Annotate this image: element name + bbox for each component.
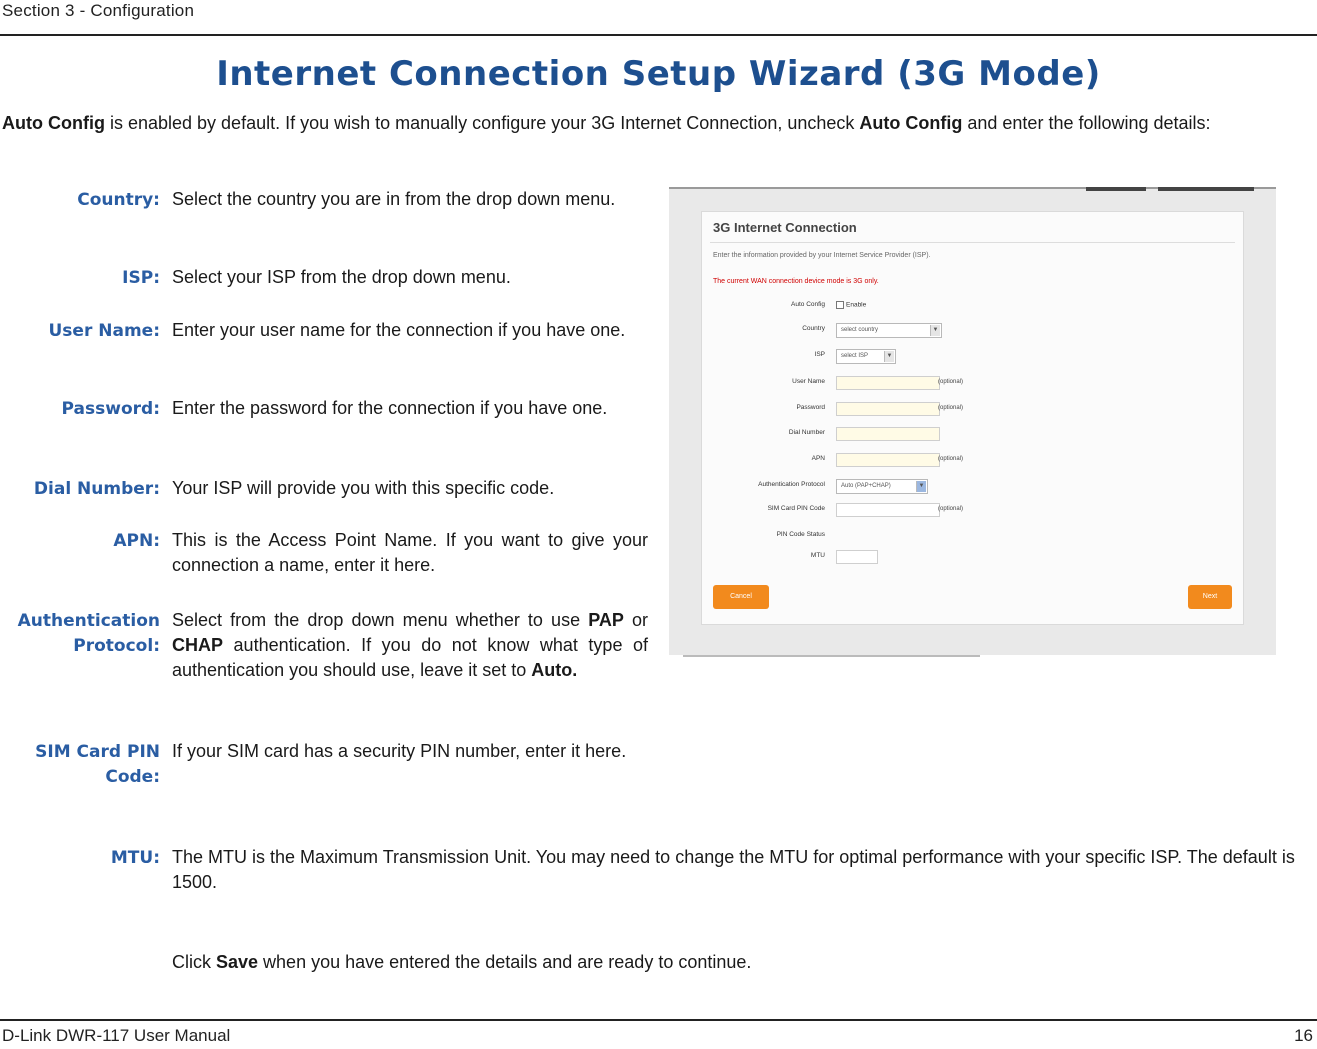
- password-optional-note: (optional): [938, 405, 964, 411]
- auth-label: [18, 609, 160, 659]
- auth-protocol-select[interactable]: [836, 479, 928, 494]
- footer-manual-title: D-Link DWR-117 User Manual: [2, 1026, 231, 1045]
- closing-instruction: [172, 950, 1302, 975]
- apn-label: APN:: [113, 531, 160, 551]
- chap-bold: CHAP: [172, 635, 224, 655]
- auto-bold: Auto.: [531, 660, 578, 680]
- panel-warning-text: The current WAN connection device mode is 3G only.: [713, 278, 879, 285]
- panel-divider: [710, 242, 1235, 243]
- password-label: Password:: [61, 399, 160, 419]
- auth-label-line2: Protocol:: [73, 636, 160, 656]
- pap-bold: PAP: [588, 610, 624, 630]
- router-ui-screenshot: [669, 187, 1276, 655]
- intro-paragraph: [2, 111, 1314, 136]
- auth-desc-text-2: or: [623, 610, 648, 630]
- password-input[interactable]: [836, 402, 940, 416]
- auth-desc: [172, 608, 648, 683]
- screenshot-bottom-line: [683, 655, 980, 657]
- username-desc: Enter your user name for the connection if you have one.: [172, 320, 626, 340]
- auth-protocol-field-label: Authentication Protocol: [758, 481, 825, 488]
- intro-text-2: and enter the following details:: [962, 113, 1211, 133]
- country-field-label: Country: [802, 325, 825, 332]
- dial-number-label: Dial Number:: [33, 479, 160, 499]
- mtu-desc: The MTU is the Maximum Transmission Unit. You may need to change the MTU for optimal performance with your specific ISP. The default is 1500.: [172, 847, 1295, 892]
- intro-text-1: is enabled by default. If you wish to manually configure your 3G Internet Connection, uncheck: [104, 113, 860, 133]
- country-select-value: select country: [841, 327, 879, 333]
- country-select[interactable]: [836, 323, 942, 338]
- screenshot-tab-1: [1086, 187, 1146, 191]
- isp-field-label: ISP: [814, 351, 825, 358]
- isp-label: ISP:: [122, 268, 160, 288]
- sim-pin-label-line1: SIM Card PIN: [35, 742, 160, 762]
- auth-desc-text-1: Select from the drop down menu whether to use: [172, 610, 589, 630]
- auto-config-checkbox[interactable]: [836, 301, 866, 309]
- auto-config-row: [702, 299, 1243, 313]
- closing-text-2: when you have entered the details and are ready to continue.: [258, 952, 752, 972]
- sim-pin-label-line2: Code:: [105, 767, 160, 787]
- user-name-row: [702, 376, 1243, 390]
- checkbox-icon: [836, 301, 844, 309]
- auth-protocol-select-value: Auto (PAP+CHAP): [841, 483, 891, 489]
- sim-pin-optional-note: (optional): [938, 506, 964, 512]
- cancel-button[interactable]: Cancel: [713, 585, 769, 609]
- dial-number-field-label: Dial Number: [788, 429, 825, 436]
- mtu-label: MTU:: [110, 848, 160, 868]
- auto-config-label: Auto Config: [791, 301, 825, 308]
- password-field-label: Password: [796, 404, 825, 411]
- chevron-down-icon: ▼: [916, 481, 926, 492]
- dial-number-desc: Your ISP will provide you with this specific code.: [172, 478, 555, 498]
- closing-text-1: Click: [172, 952, 216, 972]
- connection-panel: [701, 211, 1244, 625]
- screenshot-top-tabs: [1086, 187, 1254, 191]
- intro-auto-config-bold: Auto Config: [2, 113, 105, 133]
- dial-number-input[interactable]: [836, 427, 940, 441]
- isp-desc: Select your ISP from the drop down menu.: [172, 267, 511, 287]
- username-label: User Name:: [48, 321, 160, 341]
- sim-pin-label: [35, 740, 160, 790]
- apn-desc: This is the Access Point Name. If you want to give your connection a name, enter it here.: [172, 530, 648, 575]
- sim-pin-field-label: SIM Card PIN Code: [767, 505, 825, 512]
- dial-number-row: [702, 427, 1243, 441]
- pin-status-field-label: PIN Code Status: [776, 531, 825, 538]
- apn-row: [702, 453, 1243, 467]
- isp-row: [702, 349, 1243, 363]
- intro-auto-config-bold-2: Auto Config: [859, 113, 963, 133]
- mtu-input[interactable]: [836, 550, 878, 564]
- country-label: Country:: [77, 190, 160, 210]
- sim-pin-input[interactable]: [836, 503, 940, 517]
- mtu-field-label: MTU: [810, 552, 825, 559]
- header-divider: [0, 34, 1317, 36]
- panel-info-text: Enter the information provided by your Internet Service Provider (ISP).: [713, 252, 931, 259]
- screenshot-tab-2: [1158, 187, 1254, 191]
- panel-title: 3G Internet Connection: [713, 220, 857, 235]
- pin-status-row: [702, 529, 1243, 543]
- password-row: [702, 402, 1243, 416]
- user-name-input[interactable]: [836, 376, 940, 390]
- page-title: Internet Connection Setup Wizard (3G Mode): [216, 54, 1101, 94]
- footer-divider: [0, 1019, 1317, 1021]
- auth-desc-text-3: authentication. If you do not know what type of authentication you should use, leave it set to: [172, 635, 648, 680]
- country-row: [702, 323, 1243, 337]
- auth-protocol-row: [702, 479, 1243, 493]
- user-name-field-label: User Name: [792, 378, 825, 385]
- save-bold: Save: [216, 952, 259, 972]
- auto-config-value: Enable: [846, 301, 867, 309]
- auth-label-line1: Authentication: [17, 611, 160, 631]
- section-label: Section 3 - Configuration: [2, 1, 195, 20]
- chevron-down-icon: ▼: [930, 325, 940, 336]
- sim-pin-desc: If your SIM card has a security PIN number, enter it here.: [172, 741, 627, 761]
- isp-select[interactable]: [836, 349, 896, 364]
- apn-input[interactable]: [836, 453, 940, 467]
- next-button[interactable]: Next: [1188, 585, 1232, 609]
- user-name-optional-note: (optional): [938, 379, 964, 385]
- page-number: 16: [1294, 1026, 1313, 1045]
- mtu-row: [702, 550, 1243, 564]
- sim-pin-row: [702, 503, 1243, 517]
- apn-optional-note: (optional): [938, 456, 964, 462]
- country-desc: Select the country you are in from the drop down menu.: [172, 189, 616, 209]
- chevron-down-icon: ▼: [884, 351, 894, 362]
- isp-select-value: select ISP: [841, 353, 869, 359]
- apn-field-label: APN: [811, 455, 825, 462]
- password-desc: Enter the password for the connection if you have one.: [172, 398, 608, 418]
